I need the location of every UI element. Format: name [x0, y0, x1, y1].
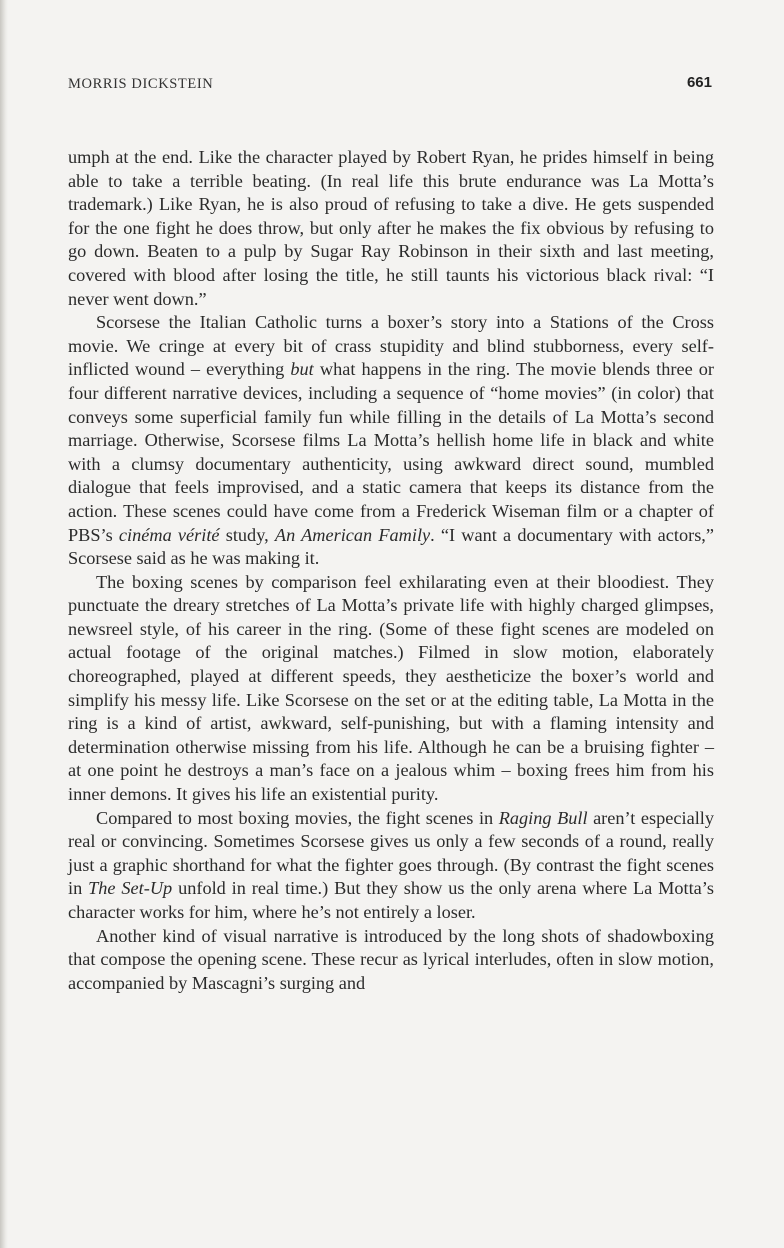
- text-run: Scorsese the Italian Catholic turns a boxer’s story into a Stations of the Cross movie. We cringe at every bit of crass stupidity and blind stubborness, every self-inflicted wound – everything: [68, 312, 714, 380]
- paragraph-5: [68, 925, 714, 996]
- italic-title: cinéma vérité: [118, 524, 220, 545]
- italic-title: but: [290, 359, 314, 380]
- paragraph-3: [68, 571, 714, 807]
- text-run: . “I want a documentary with actors,” Scorsese said as he was making it.: [68, 524, 714, 569]
- italic-title: Raging Bull: [498, 807, 588, 828]
- running-head: MORRIS DICKSTEIN: [68, 76, 214, 92]
- text-run: unfold in real time.) But they show us the only arena where La Motta’s character works for him, where he’s not entirely a loser.: [68, 878, 714, 922]
- text-run: umph at the end. Like the character played by Robert Ryan, he prides himself in being able to take a terrible beating. (In real life this brute endurance was La Motta’s trademark.) Like Ryan, he is also proud of refusing to take a dive. He gets suspended for the one fight he does throw, but only after he makes the fix obvious by refusing to go down. Beaten to a pulp by Sugar Ray Robinson in their sixth and last meeting, covered with blood after losing the title, he still taunts his victorious black rival: “I never went down.”: [68, 147, 714, 309]
- paragraph-2: [68, 311, 714, 571]
- text-run: aren’t especially real or convincing. Sometimes Scorsese gives us only a few seconds of a round, really just a graphic shorthand for what the fighter goes through. (By contrast the fight scenes in: [68, 807, 714, 899]
- text-run: Compared to most boxing movies, the fight scenes in: [96, 807, 499, 828]
- text-run: Another kind of visual narrative is introduced by the long shots of shadowboxing that compose the opening scene. These recur as lyrical interludes, often in slow motion, accompanied by Mascagni’s surging and: [68, 925, 714, 993]
- page-header: [68, 76, 712, 98]
- text-run: study,: [219, 524, 275, 545]
- text-run: The boxing scenes by comparison feel exhilarating even at their bloodiest. They punctuate the dreary stretches of La Motta’s private life with highly charged glimpses, newsreel style, of his career in the ring. (Some of these fight scenes are modeled on actual footage of the original matches.) Filmed in slow motion, elaborately choreographed, played at different speeds, they aestheticize the boxer’s world and simplify his messy life. Like Scorsese on the set or at the editing table, La Motta in the ring is a kind of artist, awkward, self-punishing, but with a flaming intensity and determination otherwise missing from his life. Although he can be a bruising fighter – at one point he destroys a man’s face on a jealous whim – boxing frees him from his inner demons. It gives his life an existential purity.: [68, 571, 714, 805]
- italic-title: An American Family: [274, 524, 431, 545]
- page-number: 661: [686, 74, 712, 91]
- paragraph-1: [68, 146, 714, 311]
- body-text: [68, 146, 714, 995]
- italic-title: The Set-Up: [88, 878, 173, 899]
- page-edge-shadow: [0, 0, 8, 1248]
- paragraph-4: [68, 807, 714, 925]
- text-run: what happens in the ring. The movie blends three or four different narrative devices, including a sequence of “home movies” (in color) that conveys some superficial family fun while filling in the details of La Motta’s second marriage. Otherwise, Scorsese films La Motta’s hellish home life in black and white with a clumsy documentary authenticity, using awkward direct sound, mumbled dialogue that feels improvised, and a static camera that keeps its distance from the action. These scenes could have come from a Frederick Wiseman film or a chapter of PBS’s: [68, 359, 715, 545]
